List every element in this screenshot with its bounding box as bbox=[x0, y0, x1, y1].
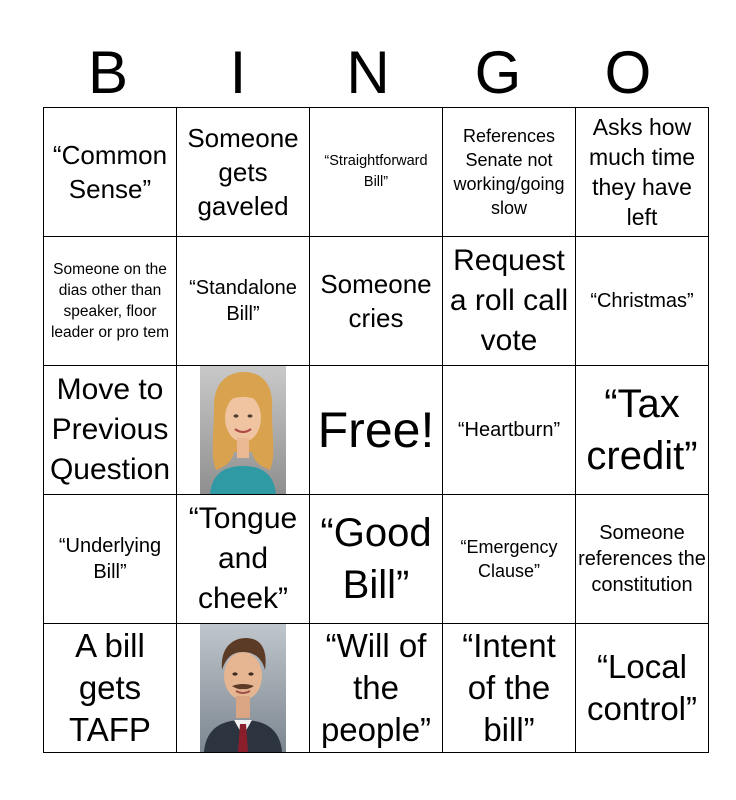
header-letter-i: I bbox=[229, 39, 247, 106]
header-letter-n: N bbox=[346, 39, 390, 106]
cell-label: Move to Previous Question bbox=[49, 373, 171, 486]
man-portrait bbox=[200, 624, 286, 752]
cell-label: A bill gets TAFP bbox=[69, 627, 151, 748]
board-row bbox=[44, 624, 709, 753]
cell-label: Someone gets gaveled bbox=[187, 123, 299, 221]
bingo-cell-o-4[interactable] bbox=[576, 495, 709, 624]
cell-label: “Good Bill” bbox=[320, 511, 432, 607]
bingo-cell-g-1[interactable] bbox=[443, 108, 576, 237]
cell-label: “Tongue and cheek” bbox=[188, 502, 298, 615]
bingo-cell-b-2[interactable] bbox=[44, 237, 177, 366]
woman-portrait bbox=[200, 366, 286, 494]
cell-label: “Local control” bbox=[586, 648, 698, 727]
header-letter-b: B bbox=[87, 39, 129, 106]
board-row bbox=[44, 108, 709, 237]
bingo-cell-g-5[interactable] bbox=[443, 624, 576, 753]
bingo-cell-b-4[interactable] bbox=[44, 495, 177, 624]
header-letter-g: G bbox=[474, 39, 522, 106]
bingo-cell-b-3[interactable] bbox=[44, 366, 177, 495]
cell-label: “Common Sense” bbox=[52, 140, 168, 204]
cell-label: Request a roll call vote bbox=[449, 244, 569, 357]
cell-label: “Tax credit” bbox=[586, 382, 698, 478]
bingo-cell-i-4[interactable] bbox=[177, 495, 310, 624]
cell-label: Someone on the dias other than speaker, floor leader or pro tem bbox=[50, 261, 170, 341]
bingo-board bbox=[43, 107, 709, 753]
board-row bbox=[44, 237, 709, 366]
bingo-cell-g-3[interactable] bbox=[443, 366, 576, 495]
bingo-cell-n-1[interactable] bbox=[310, 108, 443, 237]
bingo-cell-n-4[interactable] bbox=[310, 495, 443, 624]
bingo-cell-n-3[interactable] bbox=[310, 366, 443, 495]
bingo-cell-o-5[interactable] bbox=[576, 624, 709, 753]
bingo-cell-i-1[interactable] bbox=[177, 108, 310, 237]
bingo-cell-i-2[interactable] bbox=[177, 237, 310, 366]
bingo-cell-o-3[interactable] bbox=[576, 366, 709, 495]
bingo-cell-b-1[interactable] bbox=[44, 108, 177, 237]
bingo-cell-o-2[interactable] bbox=[576, 237, 709, 366]
bingo-cell-n-5[interactable] bbox=[310, 624, 443, 753]
bingo-header bbox=[43, 38, 693, 108]
cell-label: “Underlying Bill” bbox=[58, 535, 162, 583]
bingo-cell-i-3[interactable] bbox=[177, 366, 310, 495]
board-row bbox=[44, 366, 709, 495]
cell-label: Someone references the constitution bbox=[578, 522, 706, 596]
header-letter-o: O bbox=[604, 39, 652, 106]
board-row bbox=[44, 495, 709, 624]
cell-label: “Will of the people” bbox=[320, 627, 432, 748]
cell-label: Free! bbox=[317, 402, 435, 458]
bingo-cell-g-2[interactable] bbox=[443, 237, 576, 366]
cell-label: References Senate not working/going slow bbox=[453, 126, 565, 218]
bingo-cell-b-5[interactable] bbox=[44, 624, 177, 753]
cell-label: “Intent of the bill” bbox=[462, 627, 556, 748]
cell-label: Asks how much time they have left bbox=[588, 114, 696, 230]
cell-label: “Christmas” bbox=[590, 290, 694, 312]
cell-label: “Standalone Bill” bbox=[189, 277, 297, 325]
cell-label: “Straightforward Bill” bbox=[324, 153, 428, 190]
cell-label: “Heartburn” bbox=[457, 419, 561, 441]
bingo-cell-n-2[interactable] bbox=[310, 237, 443, 366]
bingo-cell-i-5[interactable] bbox=[177, 624, 310, 753]
cell-label: Someone cries bbox=[320, 269, 432, 333]
cell-label: “Emergency Clause” bbox=[460, 537, 558, 581]
bingo-cell-o-1[interactable] bbox=[576, 108, 709, 237]
bingo-cell-g-4[interactable] bbox=[443, 495, 576, 624]
